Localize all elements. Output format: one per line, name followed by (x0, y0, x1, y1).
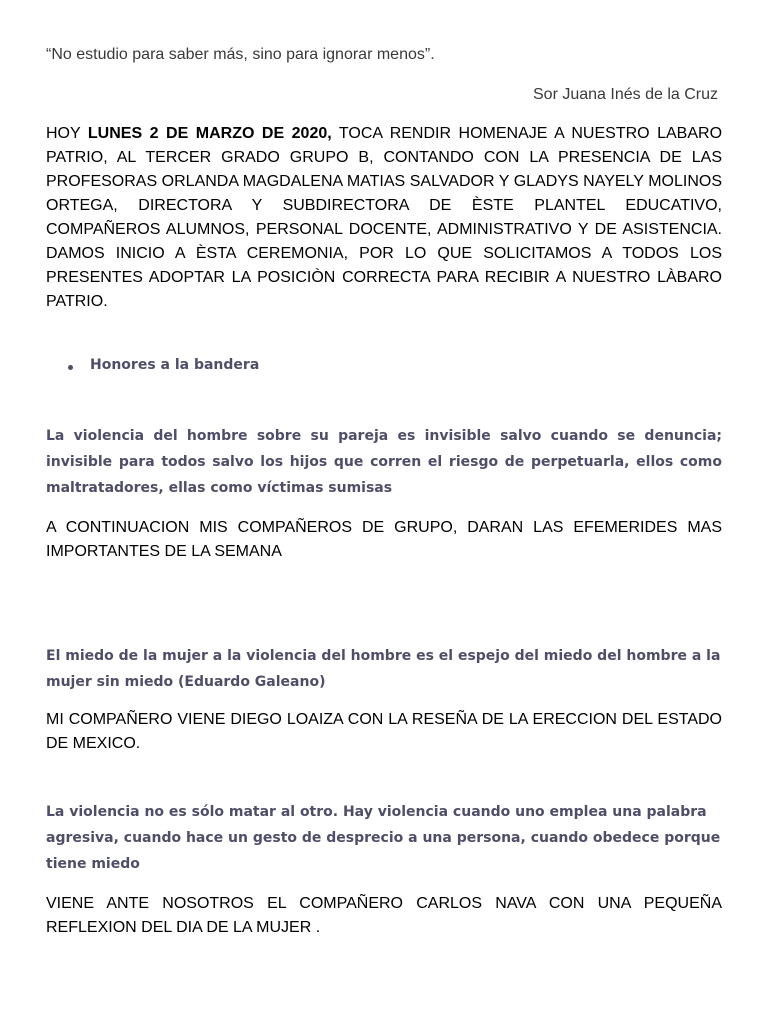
bullet-list (46, 357, 259, 373)
quote-author: Sor Juana Inés de la Cruz (533, 86, 718, 103)
intro-paragraph (46, 122, 722, 314)
violence-quote-3: La violencia no es sólo matar al otro. Hay violencia cuando uno emplea una palabra agresiva, cuando hace un gesto de desprecio a una persona, cuando obedece porque tiene miedo (46, 804, 721, 872)
list-item: Honores a la bandera (46, 357, 259, 373)
opening-quote: “No estudio para saber más, sino para ignorar menos”. (46, 46, 435, 63)
intro-rest: TOCA RENDIR HOMENAJE A NUESTRO LABARO PATRIO, AL TERCER GRADO GRUPO B, CONTANDO CON LA PRESENCIA DE LAS PROFESORAS ORLANDA MAGDALENA MATIAS SALVADOR Y GLADYS NAYELY MOLINOS ORTEGA, DIRECTORA Y SUBDIRECTORA DE ÈSTE PLANTEL EDUCATIVO, COMPAÑEROS ALUMNOS, PERSONAL DOCENTE, ADMINISTRATIVO Y DE ASISTENCIA. DAMOS INICIO A ÈSTA CEREMONIA, POR LO QUE SOLICITAMOS A TODOS LOS PRESENTES ADOPTAR LA POSICIÒN CORRECTA PARA RECIBIR A NUESTRO LÀBARO PATRIO. (46, 125, 723, 310)
diego-paragraph: MI COMPAÑERO VIENE DIEGO LOAIZA CON LA RESEÑA DE LA ERECCION DEL ESTADO DE MEXICO. (46, 711, 722, 752)
violence-quote-2: El miedo de la mujer a la violencia del hombre es el espejo del miedo del hombre a la mujer sin miedo (Eduardo Galeano) (46, 648, 721, 690)
intro-date: LUNES 2 DE MARZO DE 2020, (87, 125, 332, 142)
carlos-paragraph: VIENE ANTE NOSOTROS EL COMPAÑERO CARLOS NAVA CON UNA PEQUEÑA REFLEXION DEL DIA DE LA MUJER . (46, 895, 722, 936)
intro-prefix: HOY (46, 125, 88, 142)
violence-quote-1: La violencia del hombre sobre su pareja es invisible salvo cuando se denuncia; invisible para todos salvo los hijos que corren el riesgo de perpetuarla, ellos como maltratadores, ellas como víctimas sumisas (46, 428, 722, 496)
efemerides-paragraph: A CONTINUACION MIS COMPAÑEROS DE GRUPO, DARAN LAS EFEMERIDES MAS IMPORTANTES DE LA SEMANA (46, 519, 722, 560)
